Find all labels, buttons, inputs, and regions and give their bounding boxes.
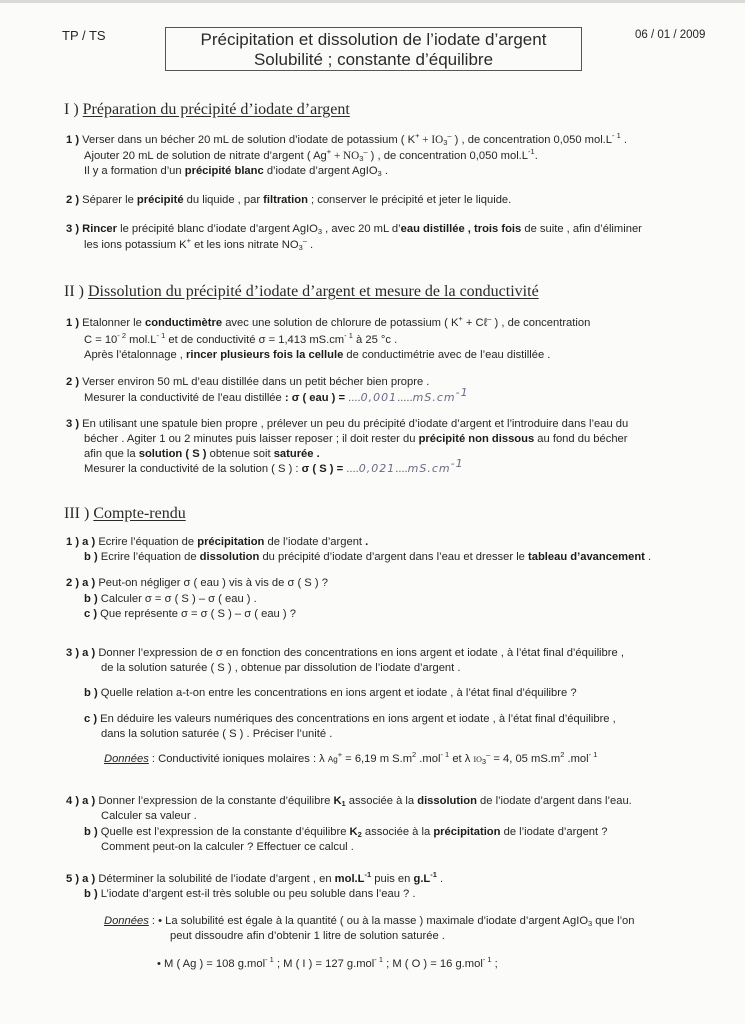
section-numeral: I ): [64, 101, 79, 118]
s1-item1-line1: 1 ) Verser dans un bécher 20 mL de solution d’iodate de potassium ( $K^+ + IO_3^-$ ) , de concentration 0,050 $mol.L^{- 1}$ .: [66, 131, 627, 147]
handwritten-solution-conductivity[interactable]: 0,021: [358, 462, 396, 475]
document-date: 06 / 01 / 2009: [635, 29, 706, 41]
s2-item1-line1: 1 ) Etalonner le conductimètre avec une solution de chlorure de potassium ( K+ + Cℓ– ) , de concentration: [66, 314, 591, 329]
handwritten-unit: mS.cm: [412, 391, 456, 404]
section-numeral: II ): [64, 283, 84, 300]
q3c: c ) En déduire les valeurs numériques des concentrations en ions argent et iodate , à l’état final d’équilibre ,: [84, 713, 616, 725]
section-title: Dissolution du précipité d’iodate d’argent et mesure de la conductivité: [87, 283, 539, 300]
q5-data-line3: • M ( Ag ) = 108 g.mol$^{- 1}$ ; M ( I ) = 127 g.mol$^{- 1}$ ; M ( O ) = 16 g.mol$^{- 1}$ ;: [157, 955, 498, 970]
scan-edge: [0, 0, 745, 3]
section-title: Compte-rendu: [93, 505, 186, 522]
s2-item2-line2: Mesurer la conductivité de l’eau distillée : σ ( eau ) = $....0,001.....mS.cm^{-1}$: [84, 386, 469, 404]
s1-item1-line3: Il y a formation d’un précipité blanc d’iodate d’argent AgIO$_3$ .: [84, 165, 388, 178]
s2-item3-line2: bécher . Agiter 1 ou 2 minutes puis laisser reposer ; il doit rester du précipité non dissous au fond du bécher: [84, 433, 628, 445]
q1b: b ) Ecrire l’équation de dissolution du précipité d’iodate d’argent dans l’eau et dresser le tableau d’avancement .: [84, 551, 652, 563]
q3a: 3 ) a ) Donner l’expression de σ en fonction des concentrations en ions argent et iodate , à l’état final d’équilibre ,: [66, 647, 624, 659]
q4a: 4 ) a ) Donner l’expression de la constante d’équilibre $K_1$ associée à la dissolution de l’iodate d’argent dans l’eau.: [66, 795, 632, 808]
title-box: [165, 27, 582, 71]
q5-data-line2: peut dissoudre afin d’obtenir 1 litre de solution saturée .: [170, 930, 445, 942]
q2a: 2 ) a ) Peut-on négliger σ ( eau ) vis à vis de σ ( S ) ?: [66, 577, 328, 589]
title-line-1: Précipitation et dissolution de l’iodate d’argent: [200, 30, 547, 49]
q5b: b ) L’iodate d’argent est-il très soluble ou peu soluble dans l’eau ? .: [84, 888, 416, 900]
s2-item2-line1: 2 ) Verser environ 50 mL d’eau distillée dans un petit bécher bien propre .: [66, 376, 430, 388]
class-label: TP / TS: [62, 28, 106, 43]
q4b: b ) Quelle est l’expression de la constante d’équilibre $K_2$ associée à la précipitation de l’iodate d’argent ?: [84, 826, 608, 839]
s2-item3-line3: afin que la solution ( S ) obtenue soit saturée .: [84, 448, 320, 460]
q3a-line2: de la solution saturée ( S ) , obtenue par dissolution de l’iodate d’argent .: [101, 662, 461, 674]
q1a: 1 ) a ) Ecrire l’équation de précipitation de l’iodate d’argent .: [66, 536, 369, 548]
s1-item2: 2 ) Séparer le précipité du liquide , par filtration ; conserver le précipité et jeter le liquide.: [66, 194, 512, 206]
s1-item3-line1: 3 ) Rincer le précipité blanc d’iodate d’argent AgIO$_3$ , avec 20 mL d’eau distillée , trois fois de suite , afin d’éliminer: [66, 223, 642, 236]
section-3-heading: [64, 505, 186, 523]
q2b: b ) Calculer σ = σ ( S ) – σ ( eau ) .: [84, 593, 257, 605]
s1-item1-line2: Ajouter 20 mL de solution de nitrate d’argent ( $Ag^+ + NO_3^-$ ) , de concentration 0,050 $mol.L^{-1}$.: [84, 147, 538, 163]
s2-item3-line4: Mesurer la conductivité de la solution ( S ) : σ ( S ) = $....0,021....mS.cm^{-1}$: [84, 457, 464, 475]
section-2-heading: [64, 283, 539, 301]
q3-data: Données : Conductivité ioniques molaires : λ Ag+ = 6,19 m $S.m^2$ .mol$^{- 1}$ et λ $IO_3^- = 4$, 05 $mS.m^2$ .mol$^{- 1}$: [104, 750, 598, 766]
section-numeral: III ): [64, 505, 90, 522]
s2-item1-line2: $C = 10^{- 2}$ $mol.L^{- 1}$ et de conductivité σ = 1,413 $mS.cm^{- 1}$ à 25 °c .: [84, 331, 398, 346]
s1-item3-line2: les ions potassium K+ et les ions nitrate $NO_3^-$ .: [84, 236, 314, 252]
q5a: 5 ) a ) Déterminer la solubilité de l’iodate d’argent , en $mol.L^{-1}$ puis en $g.L^{-1}$ .: [66, 870, 444, 885]
q4a-line2: Calculer sa valeur .: [101, 810, 197, 822]
s2-item3-line1: 3 ) En utilisant une spatule bien propre , prélever un peu du précipité d’iodate d’argent et l’introduire dans l’eau du: [66, 418, 629, 430]
q2c: c ) Que représente σ = σ ( S ) – σ ( eau ) ?: [84, 608, 296, 620]
section-title: Préparation du précipité d’iodate d’argent: [82, 101, 350, 118]
section-1-heading: [64, 101, 350, 119]
title-line-2: Solubilité ; constante d’équilibre: [253, 50, 494, 69]
q3b: b ) Quelle relation a-t-on entre les concentrations en ions argent et iodate , à l’état final d’équilibre ?: [84, 687, 577, 699]
q3c-line2: dans la solution saturée ( S ) . Préciser l’unité .: [101, 728, 333, 740]
s2-item1-line3: Après l’étalonnage , rincer plusieurs fois la cellule de conductimétrie avec de l’eau distillée .: [84, 349, 551, 361]
handwritten-water-conductivity[interactable]: 0,001: [360, 391, 398, 404]
handwritten-unit: mS.cm: [407, 462, 451, 475]
q4b-line2: Comment peut-on la calculer ? Effectuer ce calcul .: [101, 841, 354, 853]
q5-data-line1: Données : • La solubilité est égale à la quantité ( ou à la masse ) maximale d’iodate d’argent AgIO$_3$ que l’on: [104, 915, 635, 928]
